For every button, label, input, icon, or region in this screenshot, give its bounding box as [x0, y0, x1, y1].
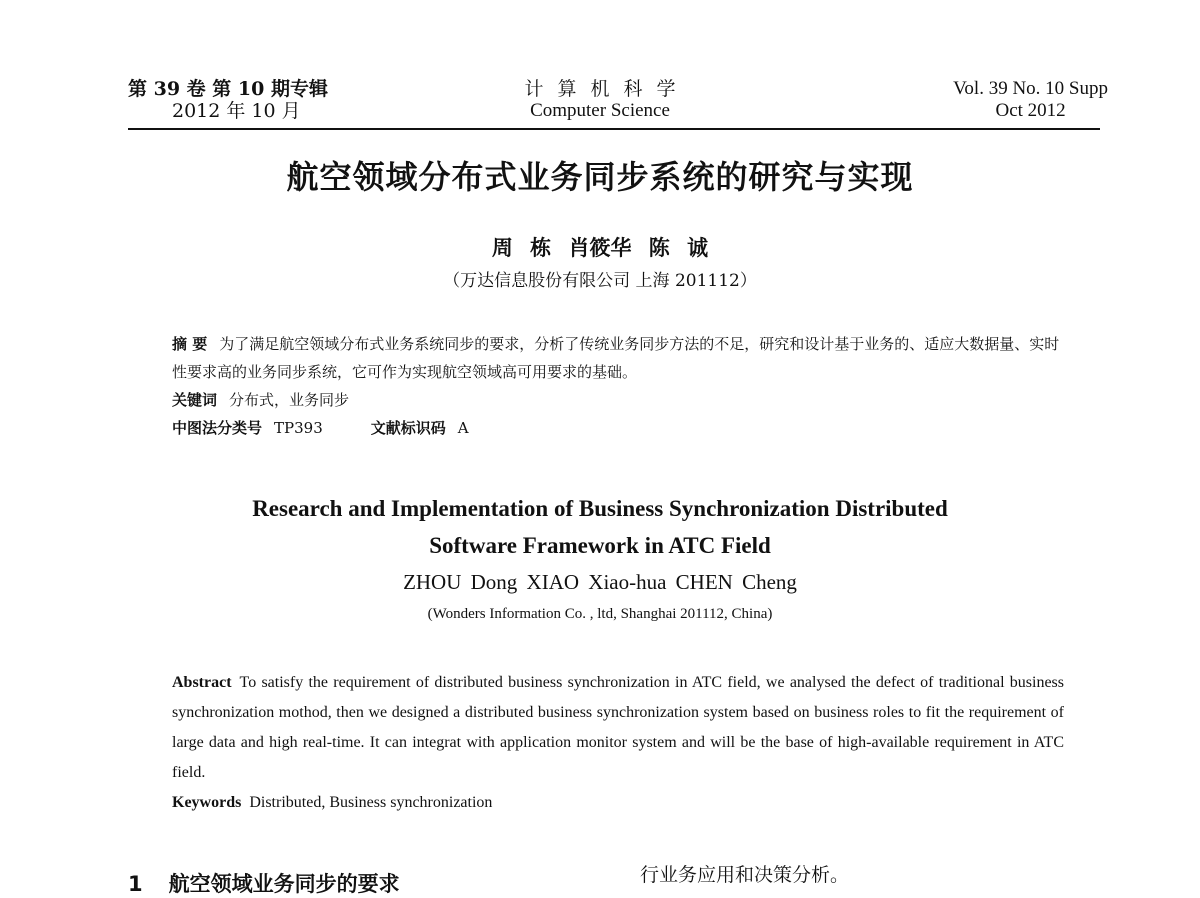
clc-value: TP393 — [274, 419, 323, 437]
keywords-en-text: Distributed, Business synchronization — [249, 794, 493, 811]
volume-issue-en: Vol. 39 No. 10 Supp — [953, 78, 1108, 99]
keywords-en-label: Keywords — [172, 794, 242, 811]
authors-en: ZHOU Dong XIAO Xiao-hua CHEN Cheng — [403, 570, 797, 594]
abstract-en-block — [172, 668, 1064, 818]
section-1-title: 航空领域业务同步的要求 — [168, 872, 400, 896]
journal-name-cn: 计算机科学 — [524, 78, 690, 100]
affiliation-en: (Wonders Information Co. , ltd, Shanghai 201112, China) — [427, 606, 773, 622]
doc-code-label: 文献标识码 — [370, 419, 446, 437]
abstract-en-label: Abstract — [172, 674, 232, 691]
paper-title-cn: 航空领域分布式业务同步系统的研究与实现 — [286, 158, 914, 196]
issue-date-cn: 2012 年 10 月 — [172, 100, 301, 122]
issue-date-en: Oct 2012 — [995, 100, 1066, 121]
section-1-number: 1 — [128, 872, 143, 896]
journal-volume-info-en — [953, 78, 1108, 122]
keywords-cn-label: 关键词 — [172, 391, 218, 409]
paper-title-en — [0, 490, 1200, 564]
section-1-heading — [128, 868, 400, 898]
journal-name-en: Computer Science — [530, 100, 670, 121]
classification-line — [172, 414, 1062, 442]
paper-title-en-line1: Research and Implementation of Business Synchronization Distributed — [252, 496, 948, 521]
abstract-cn-label: 摘 要 — [172, 335, 208, 353]
header-rule — [128, 128, 1100, 130]
abstract-en-text: To satisfy the requirement of distributed business synchronization in ATC field, we analysed the defect of traditional business synchronization mothod, then we designed a distributed business synchronization system based on business roles to fit the requirement of large data and high real-time. It can integrat with application monitor system and will be the base of high-available requirement in ATC field. — [172, 674, 1064, 781]
keywords-cn-text: 分布式，业务同步 — [229, 391, 350, 409]
paper-title-en-line2: Software Framework in ATC Field — [429, 533, 771, 558]
abstract-cn — [172, 330, 1062, 386]
doc-code-value: A — [457, 419, 469, 437]
right-column-text: 行业务应用和决策分析。 — [640, 864, 850, 886]
affiliation-cn: （万达信息股份有限公司 上海 201112） — [443, 271, 757, 291]
abstract-en — [172, 668, 1064, 788]
keywords-en — [172, 788, 1064, 818]
authors-cn: 周 栋 肖筱华 陈 诚 — [491, 236, 709, 260]
clc-label: 中图法分类号 — [172, 419, 263, 437]
abstract-cn-block — [172, 330, 1062, 442]
keywords-cn — [172, 386, 1062, 414]
abstract-cn-text: 为了满足航空领域分布式业务系统同步的要求，分析了传统业务同步方法的不足，研究和设计基于业务的、适应大数据量、实时性要求高的业务同步系统，它可作为实现航空领域高可用要求的基础。 — [172, 335, 1060, 381]
volume-issue: 第 39 卷 第 10 期专辑 — [128, 78, 328, 100]
